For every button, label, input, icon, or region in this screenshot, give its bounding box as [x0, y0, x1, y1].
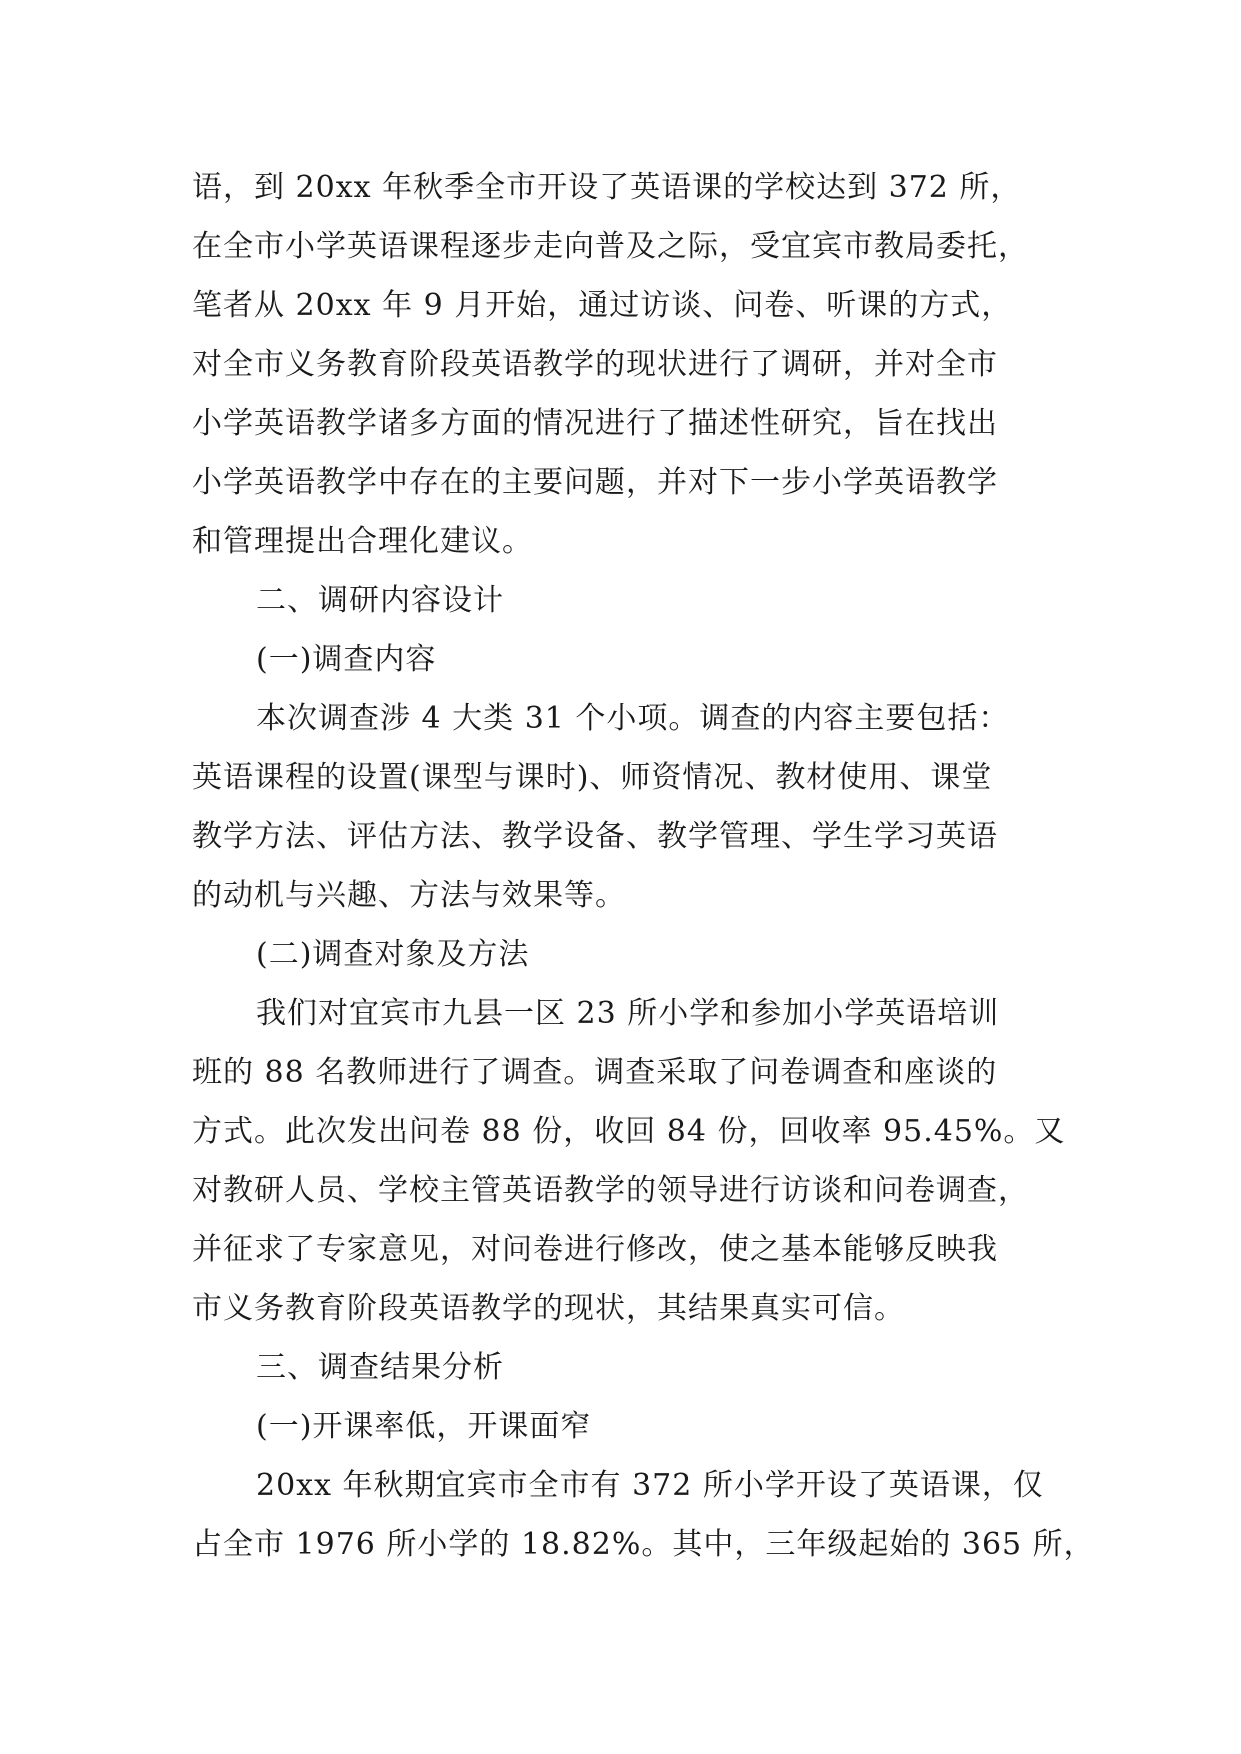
section-heading: 二、调研内容设计 [256, 583, 504, 618]
text-line: 教学方法、评估方法、教学设备、教学管理、学生学习英语 [192, 819, 998, 854]
subsection-heading: (一)开课率低，开课面窄 [256, 1409, 592, 1444]
text-line: 市义务教育阶段英语教学的现状，其结果真实可信。 [192, 1291, 905, 1326]
document-page [192, 158, 1095, 1574]
text-line: 英语课程的设置(课型与课时)、师资情况、教材使用、课堂 [192, 760, 993, 795]
text-line: 并征求了专家意见，对问卷进行修改，使之基本能够反映我 [192, 1232, 998, 1267]
text-line: 笔者从 20xx 年 9 月开始，通过访谈、问卷、听课的方式， [192, 288, 1013, 323]
text-line: 对全市义务教育阶段英语教学的现状进行了调研，并对全市 [192, 347, 998, 382]
text-line: 方式。此次发出问卷 88 份，收回 84 份，回收率 95.45%。又 [192, 1114, 1066, 1149]
text-line: 语，到 20xx 年秋季全市开设了英语课的学校达到 372 所， [192, 170, 1022, 205]
paragraph-first-line: 本次调查涉 4 大类 31 个小项。调查的内容主要包括： [256, 701, 1010, 736]
subsection-heading: (一)调查内容 [256, 642, 437, 677]
paragraph-first-line: 20xx 年秋期宜宾市全市有 372 所小学开设了英语课，仅 [256, 1468, 1044, 1503]
text-line: 占全市 1976 所小学的 18.82%。其中，三年级起始的 365 所， [192, 1527, 1095, 1562]
text-line: 的动机与兴趣、方法与效果等。 [192, 878, 626, 913]
text-line: 班的 88 名教师进行了调查。调查采取了问卷调查和座谈的 [192, 1055, 998, 1090]
text-line: 在全市小学英语课程逐步走向普及之际，受宜宾市教局委托， [192, 229, 1029, 264]
text-line: 对教研人员、学校主管英语教学的领导进行访谈和问卷调查， [192, 1173, 1029, 1208]
subsection-heading: (二)调查对象及方法 [256, 937, 530, 972]
text-line: 小学英语教学诸多方面的情况进行了描述性研究，旨在找出 [192, 406, 998, 441]
text-line: 和管理提出合理化建议。 [192, 524, 533, 559]
section-heading: 三、调查结果分析 [256, 1350, 504, 1385]
paragraph-first-line: 我们对宜宾市九县一区 23 所小学和参加小学英语培训 [256, 996, 1000, 1031]
text-line: 小学英语教学中存在的主要问题，并对下一步小学英语教学 [192, 465, 998, 500]
